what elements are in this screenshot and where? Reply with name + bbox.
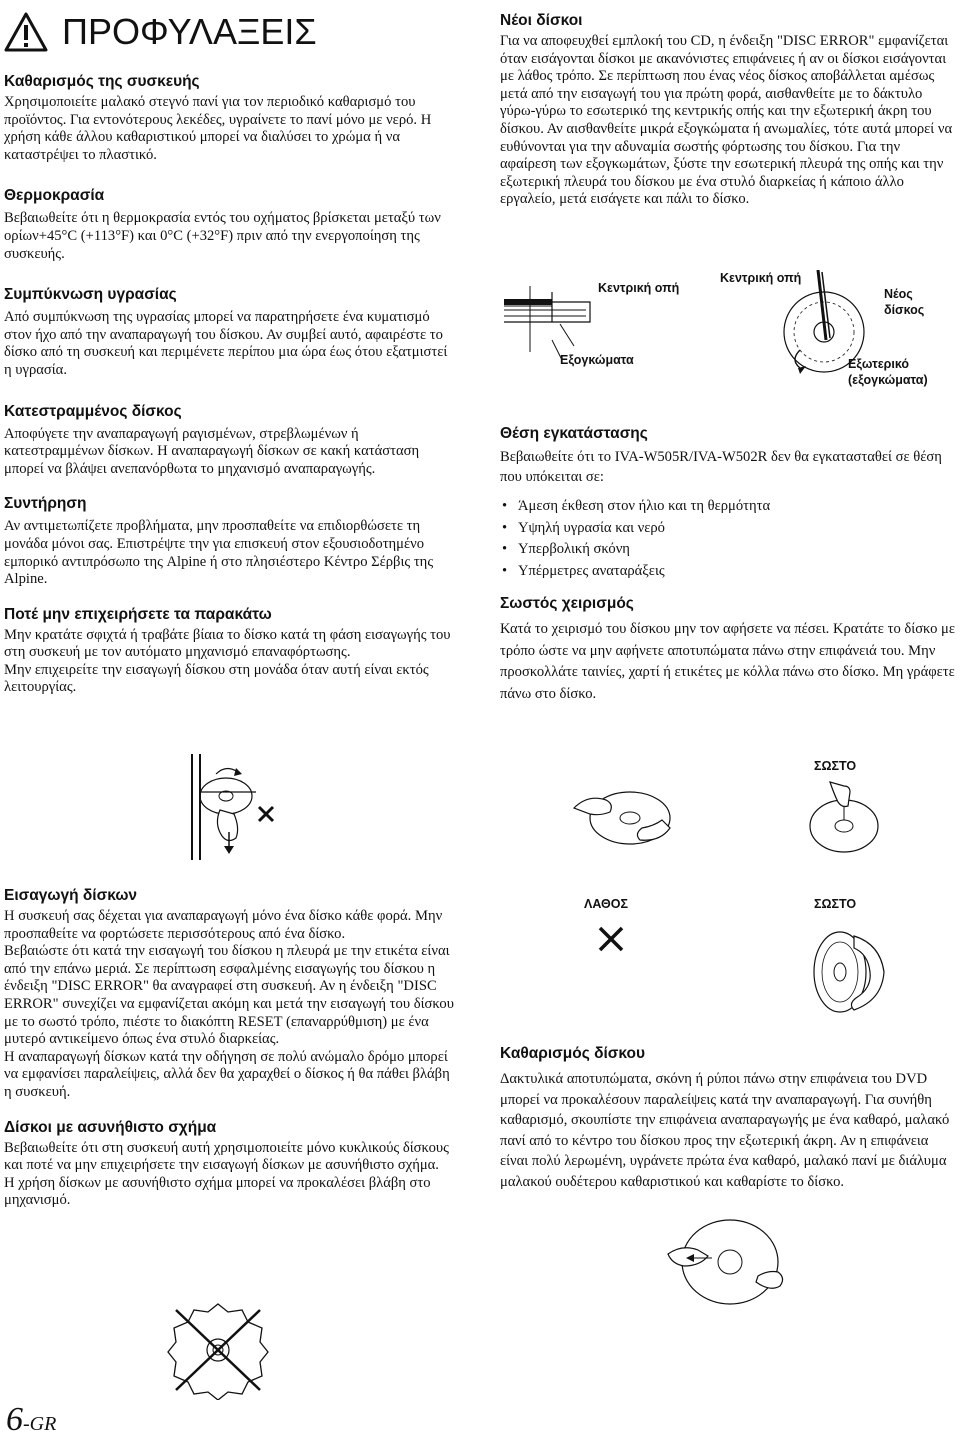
section-body-new-discs: Για να αποφευχθεί εμπλοκή του CD, η ένδειξη "DISC ERROR" εμφανίζεται όταν εισάγονται δίσκοι με ακανόνιστες επιφάνειες ή αν οι δίσκοι εισάγονται με λάθος τρόπο. Σε περίπτωση που ένας νέος δίσκος αποβάλλεται αμέσως μετά από την εισαγωγή του για πρώτη φορά, αισθανθείτε με το δάκτυλο γύρω-γύρω το εσωτερικό της κεντρικής οπής και την εξωτερική άκρη του δίσκου. Αν αισθανθείτε μικρά εξογκώματα ή ανωμαλίες, τότε αυτά μπορεί να ευθύνονται για την αδυναμία σωστής φόρτωσης του δίσκου. Για την αφαίρεση των εξογκωμάτων, ξύστε την εσωτερική πλευρά της οπής και την εξωτερική πλευρά του δίσκου με ένα στυλό διαρκείας ή κάποιο άλλο εργαλείο, μετά εισάγετε και πάλι το δίσκο. — [500, 33, 953, 208]
left-column — [4, 72, 458, 697]
installation-bullet-item: • Υπέρμετρες αναταράξεις — [500, 561, 956, 583]
label-bumps: Εξογκώματα — [560, 353, 634, 367]
section-heading-device-cleaning: Καθαρισμός της συσκευής — [4, 73, 200, 90]
section-body-maintenance: Αν αντιμετωπίζετε προβλήματα, μην προσπαθείτε να επιδιορθώσετε τη μονάδα μόνοι σας. Επιστρέψτε την για επισκευή στον εξουσιοδοτημένο εμπορικό αντιπρόσωπο της Alpine ή στο πλησιέστερο Κέντρο Σέρβις της Alpine. — [4, 518, 434, 588]
label-correct-2: ΣΩΣΤΟ — [814, 897, 857, 911]
section-heading-maintenance: Συντήρηση — [4, 495, 87, 513]
wrong-x-icon — [256, 804, 276, 824]
section-body-damaged-disc: Αποφύγετε την αναπαραγωγή ραγισμένων, στρεβλωμένων ή κατεστραμμένων δίσκων. Η αναπαραγωγή δίσκων σε κακή κατάσταση μπορεί να βλάψει ανεπανόρθωτα το μηχανισμό αναπαραγωγής. — [4, 425, 420, 477]
section-heading-condensation: Συμπύκνωση υγρασίας — [4, 286, 177, 304]
right-column — [500, 11, 956, 209]
section-body-device-cleaning: Χρησιμοποιείτε μαλακό στεγνό πανί για τον περιοδικό καθαρισμό του προϊόντος. Για εντονότερους λεκέδες, υγραίνετε το πανί μόνο με νερό. Η χρήση κάθε άλλου καθαριστικού μπορεί να διαλύσει το χρώμα ή να καταστρέψει το πλαστικό. — [4, 94, 432, 163]
section-heading-never-attempt: Ποτέ μην επιχειρήσετε τα παρακάτω — [4, 605, 272, 623]
section-body-disc-insertion-1: Η συσκευή σας δέχεται για αναπαραγωγή μόνο ένα δίσκο κάθε φορά. Μην προσπαθείτε να φορτώσετε περισσότερους από ένα δίσκο. — [4, 908, 443, 942]
page-title: ΠΡΟΦΥΛΑΞΕΙΣ — [62, 11, 317, 52]
right-column-middle — [500, 424, 956, 705]
right-column-lower — [500, 1044, 956, 1192]
page-number-value: 6 — [6, 1401, 23, 1438]
left-column-lower — [4, 886, 458, 1210]
section-body-temperature: Βεβαιωθείτε ότι η θερμοκρασία εντός του οχήματος βρίσκεται μεταξύ των ορίων+45°C (+113°F) και 0°C (+32°F) πριν από την ενεργοποίηση της συσκευής. — [4, 210, 441, 262]
section-heading-damaged-disc: Κατεστραμμένος δίσκος — [4, 402, 182, 420]
section-heading-irregular-discs: Δίσκοι με ασυνήθιστο σχήμα — [4, 1118, 217, 1136]
label-center-hole-1: Κεντρική οπή — [598, 281, 680, 295]
label-correct-1: ΣΩΣΤΟ — [814, 759, 857, 773]
label-new-disc: Νέος δίσκος — [884, 287, 925, 317]
irregular-disc-illustration — [166, 1300, 270, 1400]
section-heading-installation: Θέση εγκατάστασης — [500, 425, 648, 442]
installation-bullet-item: • Υπερβολική σκόνη — [500, 539, 956, 561]
section-body-disc-insertion-3: Η αναπαραγωγή δίσκων κατά την οδήγηση σε πολύ ανώμαλο δρόμο μπορεί να εμφανίσει παραλείψεις, αλλά δεν θα χαραχθεί ο δίσκος ή θα πάθει βλάβη η συσκευή. — [4, 1048, 450, 1100]
label-wrong: ΛΑΘΟΣ — [584, 897, 628, 911]
correct-hand-illustration — [800, 780, 890, 860]
section-heading-disc-cleaning: Καθαρισμός δίσκου — [500, 1045, 646, 1062]
section-heading-temperature: Θερμοκρασία — [4, 187, 105, 205]
warning-icon — [4, 12, 48, 52]
section-body-installation: Βεβαιωθείτε ότι το IVA-W505R/IVA-W502R δεν θα εγκατασταθεί σε θέση που υπόκειται σε: — [500, 449, 942, 485]
page-number-suffix: -GR — [23, 1413, 57, 1435]
wrong-x-icon — [596, 924, 626, 954]
section-body-irregular-discs-2: Η χρήση δίσκων με ασυνήθιστο σχήμα μπορεί να προκαλέσει βλάβη στο μηχανισμό. — [4, 1174, 431, 1209]
installation-bullet-list — [500, 496, 956, 582]
installation-bullet-item: • Υψηλή υγρασία και νερό — [500, 518, 956, 540]
page-number — [6, 1402, 56, 1438]
label-center-hole-2: Κεντρική οπή — [720, 271, 802, 285]
section-body-disc-cleaning: Δακτυλικά αποτυπώματα, σκόνη ή ρύποι πάνω στην επιφάνεια του DVD μπορεί να προκαλέσουν παραλείψεις κατά την αναπαραγωγή. Για συνήθη καθαρισμό, σκουπίστε την επιφάνεια αναπαραγωγής με ένα καθαρό, μαλακό πανί από το κέντρο του δίσκου προς την εξωτερική άκρη. Αν η επιφάνεια είναι πολύ λερωμένη, υγράνετε πρώτα ένα καθαρό, μαλακό πανί με διάλυμα μαλακού ουδέτερου καθαριστικού και καθαρίστε το δίσκο. — [500, 1071, 950, 1190]
section-body-never-attempt-2: Μην επιχειρείτε την εισαγωγή δίσκου στη μονάδα όταν αυτή είναι εκτός λειτουργίας. — [4, 661, 429, 696]
installation-bullet-item: • Άμεση έκθεση στον ήλιο και τη θερμότητα — [500, 496, 956, 518]
section-heading-new-discs: Νέοι δίσκοι — [500, 12, 583, 29]
handling-hands-illustration — [570, 778, 680, 862]
section-body-condensation: Από συμπύκνωση της υγρασίας μπορεί να παρατηρήσετε ένα κυματισμό στον ήχο από την αναπαραγωγή του δίσκου. Αν συμβεί αυτό, αφαιρέστε το δίσκο από τη συσκευή και περιμένετε περίπου μια ώρα έως ότου εξατμιστεί η υγρασία. — [4, 309, 448, 378]
label-outside-bumps: Εξωτερικό (εξογκώματα) — [848, 357, 928, 387]
section-body-irregular-discs-1: Βεβαιωθείτε ότι στη συσκευή αυτή χρησιμοποιείτε μόνο κυκλικούς δίσκους και ποτέ να μην επιχειρήσετε την εισαγωγή δίσκων με ασυνήθιστο σχήμα. — [4, 1139, 449, 1174]
disc-edge-hold-illustration — [800, 918, 890, 1028]
section-body-proper-handling: Κατά το χειρισμό του δίσκου μην τον αφήσετε να πέσει. Κρατάτε το δίσκο με τρόπο ώστε να μην αφήνετε αποτυπώματα πάνω στην επιφάνειά του. Μην προσκολλάτε ταινίες, χαρτί ή ετικέτες με κόλλα πάνω στο δίσκο. Μη γράφετε πάνω στο δίσκο. — [500, 621, 955, 702]
section-heading-proper-handling: Σωστός χειρισμός — [500, 595, 634, 612]
section-heading-disc-insertion: Εισαγωγή δίσκων — [4, 887, 138, 904]
section-body-disc-insertion-2: Βεβαιώστε ότι κατά την εισαγωγή του δίσκου η πλευρά με την ετικέτα είναι από την επάνω μεριά. Σε περίπτωση εσφαλμένης εισαγωγής του δίσκου η ένδειξη "DISC ERROR" θα αναγραφεί στη συσκευή. Αν η ένδειξη "DISC ERROR" συνεχίζει να εμφανίζεται ακόμη και μετά την εισαγωγή του δίσκου με το σωστό τρόπο, πιέστε το διακόπτη RESET (επαναρρύθμιση) με ένα μυτερό αντικείμενο όπως ένα στυλό διαρκείας. — [4, 943, 454, 1048]
section-body-never-attempt-1: Μην κρατάτε σφιχτά ή τραβάτε βίαια το δίσκο κατά τη φάση εισαγωγής του στη συσκευή με τον αυτόματο μηχανισμό επαναφόρτωσης. — [4, 626, 451, 661]
disc-cleaning-illustration — [660, 1214, 800, 1314]
